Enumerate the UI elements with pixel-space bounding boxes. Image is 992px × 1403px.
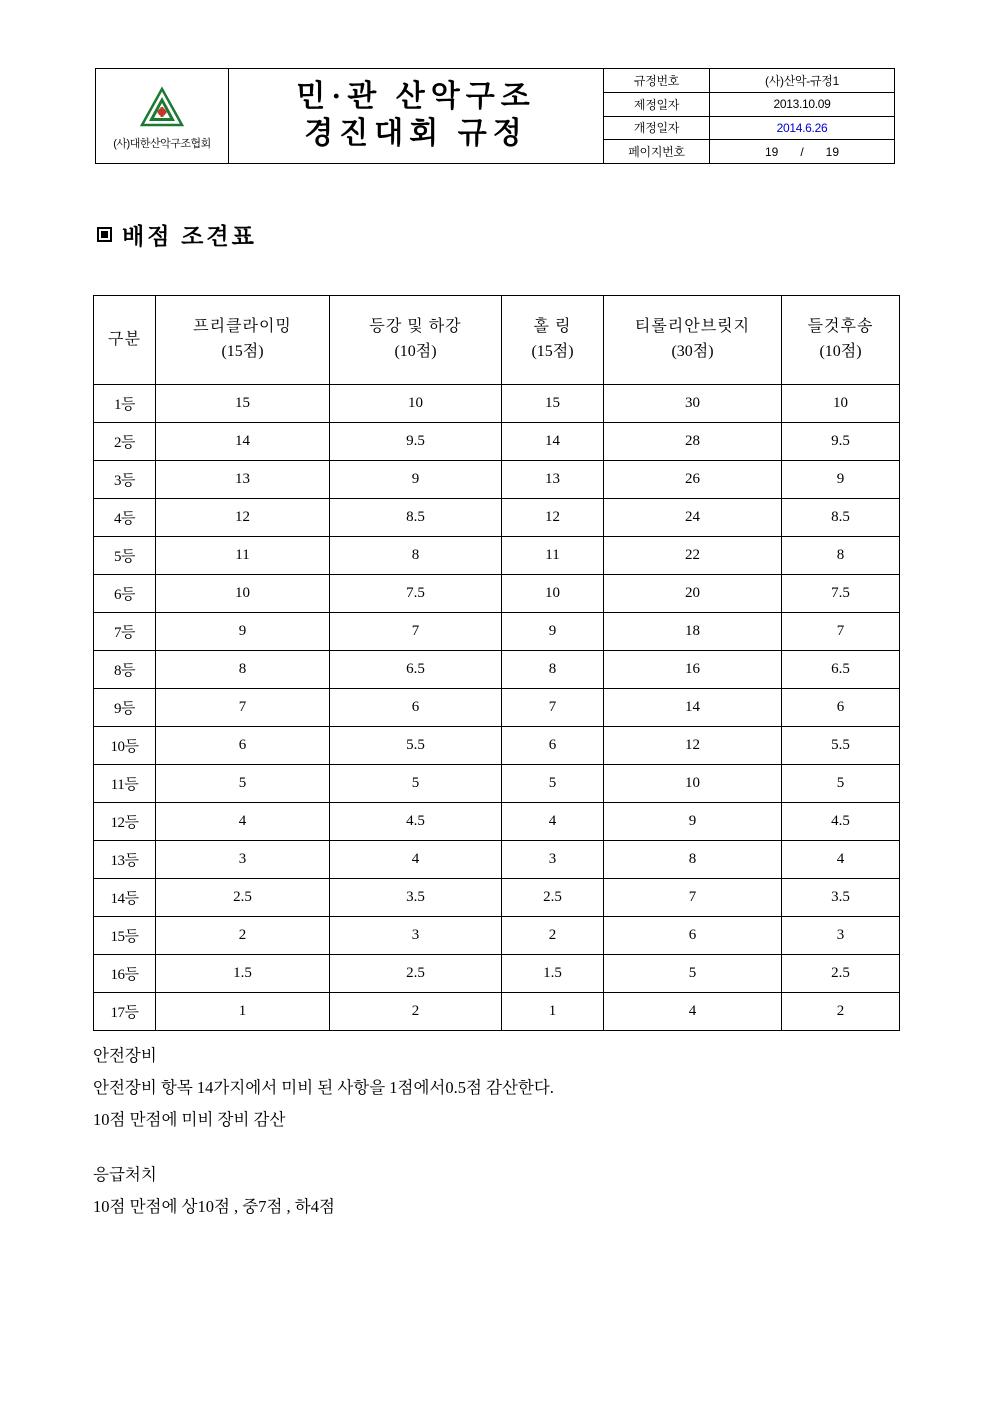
cell-hauling: 9 <box>502 613 604 651</box>
cell-hauling: 15 <box>502 385 604 423</box>
column-header-stretcher-transport-line2: (10점) <box>819 343 862 360</box>
table-row <box>94 879 900 917</box>
document-title <box>229 69 604 163</box>
cell-free-climbing: 6 <box>156 727 330 765</box>
column-header-gubun-line1: 구분 <box>108 330 141 348</box>
cell-stretcher-transport: 3.5 <box>782 879 900 917</box>
page-total: 19 <box>825 144 840 159</box>
cell-hauling: 2 <box>502 917 604 955</box>
cell-stretcher-transport: 4 <box>782 841 900 879</box>
cell-tyrolean-bridge: 26 <box>604 461 782 499</box>
cell-hauling: 10 <box>502 575 604 613</box>
cell-ascend-descend: 9.5 <box>330 423 502 461</box>
table-row <box>94 765 900 803</box>
meta-label-revised-date: 개정일자 <box>604 117 710 140</box>
cell-stretcher-transport: 4.5 <box>782 803 900 841</box>
cell-tyrolean-bridge: 6 <box>604 917 782 955</box>
table-row <box>94 385 900 423</box>
meta-value-enacted-date: 2013.10.09 <box>773 97 831 112</box>
cell-free-climbing: 3 <box>156 841 330 879</box>
table-row <box>94 993 900 1031</box>
cell-tyrolean-bridge: 8 <box>604 841 782 879</box>
cell-ascend-descend: 8 <box>330 537 502 575</box>
cell-tyrolean-bridge: 30 <box>604 385 782 423</box>
cell-tyrolean-bridge: 14 <box>604 689 782 727</box>
cell-free-climbing: 2.5 <box>156 879 330 917</box>
rank-label: 11등 <box>94 765 156 803</box>
column-header-ascend-descend-line2: (10점) <box>394 343 437 360</box>
cell-stretcher-transport: 10 <box>782 385 900 423</box>
column-header-free-climbing-line1: 프리클라이밍 <box>193 318 292 336</box>
cell-stretcher-transport: 8 <box>782 537 900 575</box>
column-header-hauling-line1: 홀 링 <box>533 318 572 336</box>
cell-hauling: 13 <box>502 461 604 499</box>
note-first-aid-title: 응급처치 <box>93 1164 157 1184</box>
cell-tyrolean-bridge: 5 <box>604 955 782 993</box>
cell-stretcher-transport: 2 <box>782 993 900 1031</box>
table-row <box>94 423 900 461</box>
rank-label: 13등 <box>94 841 156 879</box>
cell-hauling: 7 <box>502 689 604 727</box>
note-safety-equipment-title: 안전장비 <box>93 1046 157 1065</box>
cell-hauling: 1 <box>502 993 604 1031</box>
table-row <box>94 461 900 499</box>
section-heading <box>97 218 257 251</box>
cell-free-climbing: 13 <box>156 461 330 499</box>
table-header-row <box>94 296 900 385</box>
rank-label: 2등 <box>94 423 156 461</box>
cell-ascend-descend: 10 <box>330 385 502 423</box>
column-header-stretcher-transport <box>782 296 900 385</box>
cell-ascend-descend: 3 <box>330 917 502 955</box>
meta-label-enacted-date: 제정일자 <box>604 93 710 116</box>
cell-free-climbing: 2 <box>156 917 330 955</box>
meta-row-enacted-date <box>604 93 894 117</box>
note-first-aid-line1: 10점 만점에 상10점 , 중7점 , 하4점 <box>93 1196 335 1216</box>
cell-tyrolean-bridge: 24 <box>604 499 782 537</box>
cell-hauling: 3 <box>502 841 604 879</box>
rank-label: 9등 <box>94 689 156 727</box>
column-header-free-climbing-line2: (15점) <box>221 343 264 360</box>
cell-hauling: 1.5 <box>502 955 604 993</box>
notes-section <box>93 1040 903 1223</box>
cell-tyrolean-bridge: 10 <box>604 765 782 803</box>
cell-stretcher-transport: 9.5 <box>782 423 900 461</box>
document-title-line2: 경진대회 규정 <box>304 117 528 150</box>
cell-stretcher-transport: 2.5 <box>782 955 900 993</box>
cell-ascend-descend: 6 <box>330 689 502 727</box>
table-row <box>94 727 900 765</box>
cell-free-climbing: 9 <box>156 613 330 651</box>
rank-label: 15등 <box>94 917 156 955</box>
rank-label: 17등 <box>94 993 156 1031</box>
column-header-hauling <box>502 296 604 385</box>
header-logo-cell <box>96 69 229 163</box>
cell-stretcher-transport: 5 <box>782 765 900 803</box>
table-row <box>94 499 900 537</box>
header-meta-table <box>604 69 894 163</box>
meta-label-page-number: 페이지번호 <box>604 140 710 163</box>
cell-tyrolean-bridge: 18 <box>604 613 782 651</box>
table-row <box>94 613 900 651</box>
rank-label: 7등 <box>94 613 156 651</box>
note-safety-equipment-line1: 안전장비 항목 14가지에서 미비 된 사항을 1점에서0.5점 감산한다. <box>93 1078 554 1098</box>
cell-ascend-descend: 4.5 <box>330 803 502 841</box>
meta-row-revised-date <box>604 117 894 141</box>
cell-ascend-descend: 2.5 <box>330 955 502 993</box>
rank-label: 4등 <box>94 499 156 537</box>
meta-value-revised-date: 2014.6.26 <box>776 120 828 135</box>
cell-tyrolean-bridge: 7 <box>604 879 782 917</box>
cell-ascend-descend: 7.5 <box>330 575 502 613</box>
table-row <box>94 651 900 689</box>
cell-free-climbing: 1.5 <box>156 955 330 993</box>
column-header-free-climbing <box>156 296 330 385</box>
meta-value-page-number <box>710 140 894 163</box>
table-row <box>94 537 900 575</box>
cell-hauling: 6 <box>502 727 604 765</box>
column-header-ascend-descend <box>330 296 502 385</box>
cell-free-climbing: 10 <box>156 575 330 613</box>
table-row <box>94 917 900 955</box>
notes-spacer <box>93 1137 903 1159</box>
square-bullet-icon <box>97 227 112 242</box>
cell-hauling: 2.5 <box>502 879 604 917</box>
rank-label: 3등 <box>94 461 156 499</box>
section-heading-label: 배점 조견표 <box>122 224 257 249</box>
cell-ascend-descend: 9 <box>330 461 502 499</box>
cell-tyrolean-bridge: 4 <box>604 993 782 1031</box>
table-row <box>94 575 900 613</box>
cell-tyrolean-bridge: 9 <box>604 803 782 841</box>
cell-stretcher-transport: 9 <box>782 461 900 499</box>
cell-stretcher-transport: 7 <box>782 613 900 651</box>
cell-ascend-descend: 2 <box>330 993 502 1031</box>
column-header-hauling-line2: (15점) <box>531 343 574 360</box>
rank-label: 10등 <box>94 727 156 765</box>
column-header-tyrolean-bridge-line2: (30점) <box>671 343 714 360</box>
meta-value-regulation-number: (사)산악-규정1 <box>765 73 839 88</box>
meta-label-regulation-number: 규정번호 <box>604 69 710 92</box>
cell-ascend-descend: 6.5 <box>330 651 502 689</box>
table-row <box>94 955 900 993</box>
rank-label: 16등 <box>94 955 156 993</box>
cell-free-climbing: 1 <box>156 993 330 1031</box>
association-logo-icon <box>139 86 185 132</box>
cell-stretcher-transport: 6 <box>782 689 900 727</box>
cell-hauling: 14 <box>502 423 604 461</box>
cell-stretcher-transport: 3 <box>782 917 900 955</box>
table-row <box>94 689 900 727</box>
cell-free-climbing: 11 <box>156 537 330 575</box>
cell-hauling: 8 <box>502 651 604 689</box>
note-safety-equipment-line2: 10점 만점에 미비 장비 감산 <box>93 1110 286 1130</box>
logo-caption: (사)대한산악구조협회 <box>113 137 211 150</box>
cell-free-climbing: 12 <box>156 499 330 537</box>
cell-tyrolean-bridge: 16 <box>604 651 782 689</box>
rank-label: 14등 <box>94 879 156 917</box>
cell-tyrolean-bridge: 20 <box>604 575 782 613</box>
column-header-ascend-descend-line1: 등강 및 하강 <box>369 318 462 336</box>
cell-ascend-descend: 5.5 <box>330 727 502 765</box>
document-title-line1: 민·관 산악구조 <box>296 80 536 114</box>
cell-ascend-descend: 8.5 <box>330 499 502 537</box>
table-row <box>94 803 900 841</box>
meta-row-page-number <box>604 140 894 163</box>
score-table <box>93 295 900 1031</box>
column-header-stretcher-transport-line1: 들것후송 <box>807 318 874 336</box>
cell-tyrolean-bridge: 28 <box>604 423 782 461</box>
rank-label: 1등 <box>94 385 156 423</box>
cell-free-climbing: 5 <box>156 765 330 803</box>
column-header-tyrolean-bridge <box>604 296 782 385</box>
cell-stretcher-transport: 6.5 <box>782 651 900 689</box>
column-header-tyrolean-bridge-line1: 티롤리안브릿지 <box>634 318 751 336</box>
rank-label: 12등 <box>94 803 156 841</box>
cell-ascend-descend: 3.5 <box>330 879 502 917</box>
cell-ascend-descend: 7 <box>330 613 502 651</box>
table-row <box>94 841 900 879</box>
column-header-gubun <box>94 296 156 385</box>
cell-free-climbing: 7 <box>156 689 330 727</box>
document-header <box>95 68 895 164</box>
cell-free-climbing: 15 <box>156 385 330 423</box>
rank-label: 6등 <box>94 575 156 613</box>
cell-hauling: 11 <box>502 537 604 575</box>
cell-free-climbing: 8 <box>156 651 330 689</box>
cell-hauling: 5 <box>502 765 604 803</box>
cell-tyrolean-bridge: 22 <box>604 537 782 575</box>
cell-ascend-descend: 5 <box>330 765 502 803</box>
rank-label: 5등 <box>94 537 156 575</box>
cell-free-climbing: 14 <box>156 423 330 461</box>
cell-stretcher-transport: 8.5 <box>782 499 900 537</box>
cell-tyrolean-bridge: 12 <box>604 727 782 765</box>
cell-hauling: 12 <box>502 499 604 537</box>
meta-row-regulation-number <box>604 69 894 93</box>
cell-ascend-descend: 4 <box>330 841 502 879</box>
cell-hauling: 4 <box>502 803 604 841</box>
cell-stretcher-transport: 5.5 <box>782 727 900 765</box>
rank-label: 8등 <box>94 651 156 689</box>
cell-stretcher-transport: 7.5 <box>782 575 900 613</box>
page-separator: / <box>800 144 804 159</box>
page-current: 19 <box>764 144 779 159</box>
cell-free-climbing: 4 <box>156 803 330 841</box>
